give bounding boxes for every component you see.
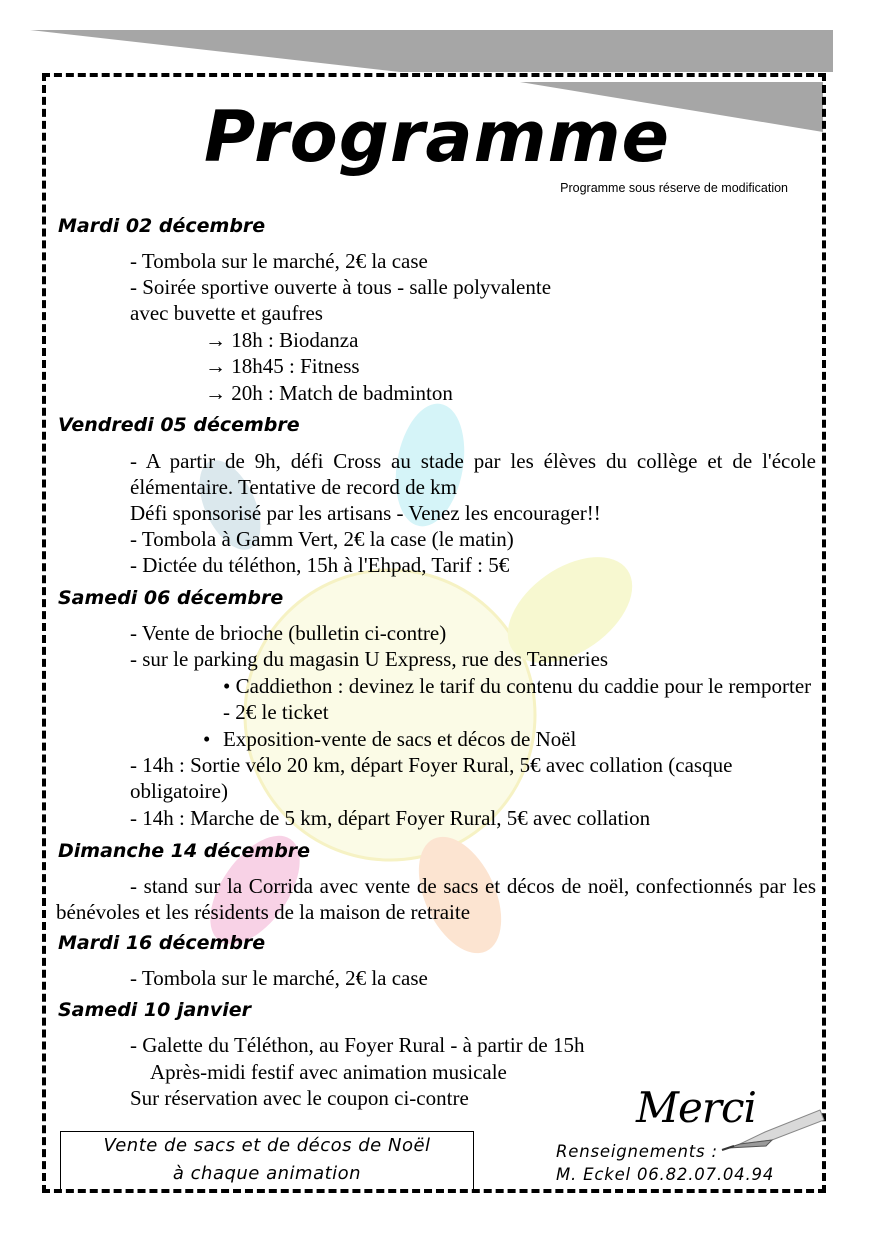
day-heading: Mardi 16 décembre	[58, 932, 266, 954]
program-line: - Tombola sur le marché, 2€ la case	[130, 249, 428, 273]
page-title: Programme	[204, 96, 670, 178]
program-line: Défi sponsorisé par les artisans - Venez les encourager!!	[130, 501, 601, 525]
day-heading: Vendredi 05 décembre	[58, 414, 300, 436]
program-line-text: - stand sur la Corrida avec vente de sacs et décos de noël, confectionnés par les bénévoles et les résidents de la maison de retraite	[56, 874, 816, 924]
contact-phone: M. Eckel 06.82.07.04.94	[556, 1165, 775, 1184]
program-line: - Tombola à Gamm Vert, 2€ la case (le matin)	[130, 527, 514, 551]
program-line	[130, 752, 790, 804]
program-line: Après-midi festif avec animation musicale	[150, 1060, 507, 1084]
program-line	[130, 448, 816, 500]
day-heading: Dimanche 14 décembre	[58, 840, 311, 862]
program-line: - 14h : Marche de 5 km, départ Foyer Rural, 5€ avec collation	[130, 806, 651, 830]
day-heading: Samedi 06 décembre	[58, 587, 284, 609]
bullet-item	[203, 726, 577, 752]
bullet-item-text: Caddiethon : devinez le tarif du contenu du caddie pour le remporter - 2€ le ticket	[223, 674, 812, 724]
program-line: - Vente de brioche (bulletin ci-contre)	[130, 621, 447, 645]
subject-to-change-note: Programme sous réserve de modification	[560, 181, 788, 195]
contact-label: Renseignements :	[556, 1142, 718, 1161]
program-line: → 20h : Match de badminton	[205, 381, 453, 405]
program-line: - Dictée du téléthon, 15h à l'Ehpad, Tarif : 5€	[130, 553, 510, 577]
program-line-text: - 14h : Sortie vélo 20 km, départ Foyer Rural, 5€ avec collation (casque obligatoire)	[130, 753, 733, 803]
bullet-icon: •	[223, 674, 231, 698]
day-heading: Mardi 02 décembre	[58, 215, 266, 237]
program-line	[56, 873, 816, 925]
program-line-text: - A partir de 9h, défi Cross au stade par les élèves du collège et de l'école élémentaire. Tentative de record de km	[130, 449, 816, 499]
footer-notice-line: Vente de sacs et de décos de Noël	[103, 1135, 431, 1156]
program-line: - Galette du Téléthon, au Foyer Rural - à partir de 15h	[130, 1033, 585, 1057]
bullet-item	[223, 673, 813, 725]
day-heading: Samedi 10 janvier	[58, 999, 251, 1021]
merci-signature: Merci	[636, 1083, 756, 1132]
footer-notice-box	[60, 1131, 474, 1191]
program-line: - Soirée sportive ouverte à tous - salle polyvalente	[130, 275, 552, 299]
fountain-pen-icon	[720, 1108, 830, 1158]
program-line: → 18h45 : Fitness	[205, 354, 360, 378]
program-line: - Tombola sur le marché, 2€ la case	[130, 966, 428, 990]
program-line: avec buvette et gaufres	[130, 301, 323, 325]
footer-notice-line: à chaque animation	[172, 1163, 362, 1184]
program-line: - sur le parking du magasin U Express, rue des Tanneries	[130, 647, 609, 671]
bullet-icon: •	[203, 727, 211, 751]
program-line: → 18h : Biodanza	[205, 328, 359, 352]
bullet-item-text: Exposition-vente de sacs et décos de Noël	[223, 727, 577, 751]
program-line: Sur réservation avec le coupon ci-contre	[130, 1086, 469, 1110]
